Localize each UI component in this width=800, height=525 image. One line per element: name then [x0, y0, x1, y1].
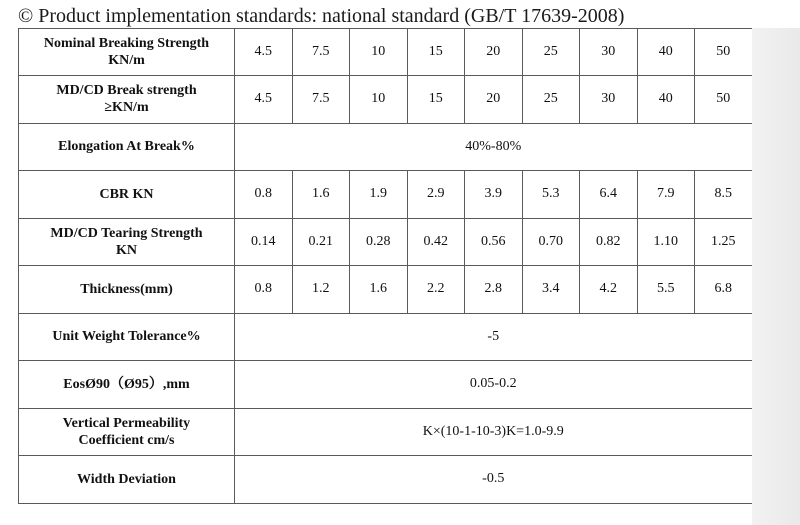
- row-label-line: CBR KN: [99, 186, 154, 202]
- table-row: [19, 361, 753, 409]
- value-cell: 0.42: [407, 218, 465, 266]
- value-cell: 3.4: [522, 266, 580, 314]
- row-label-line: Width Deviation: [77, 471, 176, 487]
- table-row: [19, 29, 753, 76]
- merged-value-cell: 0.05-0.2: [235, 361, 753, 409]
- row-label-line: Vertical Permeability: [62, 415, 191, 431]
- value-cell: 7.5: [292, 29, 350, 76]
- value-cell: 30: [580, 29, 638, 76]
- row-label-cell: [19, 456, 235, 504]
- value-cell: 2.8: [465, 266, 523, 314]
- value-cell: 20: [465, 76, 523, 124]
- value-cell: 40: [637, 76, 695, 124]
- value-cell: 10: [350, 29, 408, 76]
- value-cell: 0.14: [235, 218, 293, 266]
- row-label-line: Elongation At Break%: [58, 139, 195, 155]
- value-cell: 1.6: [292, 171, 350, 219]
- page-edge-shadow: [752, 28, 800, 525]
- value-cell: 7.9: [637, 171, 695, 219]
- row-label-line: Unit Weight Tolerance%: [52, 329, 201, 345]
- value-cell: 50: [695, 29, 753, 76]
- value-cell: 20: [465, 29, 523, 76]
- merged-value-cell: K×(10-1-10-3)K=1.0-9.9: [235, 408, 753, 456]
- value-cell: 4.5: [235, 29, 293, 76]
- value-cell: 0.21: [292, 218, 350, 266]
- row-label-line: KN: [116, 242, 137, 258]
- table-row: [19, 171, 753, 219]
- merged-value-cell: 40%-80%: [235, 123, 753, 171]
- value-cell: 2.2: [407, 266, 465, 314]
- row-label-line: MD/CD Tearing Strength: [50, 225, 203, 241]
- row-label-cell: [19, 361, 235, 409]
- value-cell: 0.70: [522, 218, 580, 266]
- row-label-line: Coefficient cm/s: [78, 432, 175, 448]
- value-cell: 8.5: [695, 171, 753, 219]
- value-cell: 0.8: [235, 171, 293, 219]
- value-cell: 6.8: [695, 266, 753, 314]
- value-cell: 6.4: [580, 171, 638, 219]
- table-row: [19, 408, 753, 456]
- value-cell: 1.9: [350, 171, 408, 219]
- value-cell: 0.8: [235, 266, 293, 314]
- value-cell: 4.2: [580, 266, 638, 314]
- row-label-line: Thickness(mm): [80, 281, 173, 297]
- table-body: [19, 29, 753, 504]
- value-cell: 4.5: [235, 76, 293, 124]
- merged-value-cell: -5: [235, 313, 753, 361]
- value-cell: 1.2: [292, 266, 350, 314]
- value-cell: 3.9: [465, 171, 523, 219]
- value-cell: 15: [407, 29, 465, 76]
- row-label-cell: [19, 408, 235, 456]
- row-label-line: ≥KN/m: [104, 100, 149, 116]
- value-cell: 0.82: [580, 218, 638, 266]
- row-label-cell: [19, 218, 235, 266]
- row-label-line: Nominal Breaking Strength: [43, 36, 210, 51]
- value-cell: 7.5: [292, 76, 350, 124]
- value-cell: 1.25: [695, 218, 753, 266]
- standards-table-container: [18, 28, 753, 504]
- table-row: [19, 123, 753, 171]
- row-label-cell: [19, 266, 235, 314]
- table-row: [19, 218, 753, 266]
- row-label-cell: [19, 171, 235, 219]
- table-row: [19, 76, 753, 124]
- row-label-line: MD/CD Break strength: [56, 83, 197, 99]
- row-label-cell: [19, 313, 235, 361]
- merged-value-cell: -0.5: [235, 456, 753, 504]
- table-row: [19, 266, 753, 314]
- value-cell: 15: [407, 76, 465, 124]
- row-label-cell: [19, 76, 235, 124]
- value-cell: 5.5: [637, 266, 695, 314]
- value-cell: 30: [580, 76, 638, 124]
- standards-table: [18, 28, 753, 504]
- table-row: [19, 456, 753, 504]
- value-cell: 1.10: [637, 218, 695, 266]
- value-cell: 25: [522, 76, 580, 124]
- table-row: [19, 313, 753, 361]
- value-cell: 5.3: [522, 171, 580, 219]
- value-cell: 50: [695, 76, 753, 124]
- row-label-cell: [19, 123, 235, 171]
- row-label-line: EosØ90（Ø95）,mm: [63, 376, 190, 392]
- value-cell: 2.9: [407, 171, 465, 219]
- row-label-cell: [19, 29, 235, 76]
- value-cell: 25: [522, 29, 580, 76]
- value-cell: 1.6: [350, 266, 408, 314]
- value-cell: 0.56: [465, 218, 523, 266]
- value-cell: 10: [350, 76, 408, 124]
- row-label-line: KN/m: [108, 53, 145, 68]
- page-title: © Product implementation standards: national standard (GB/T 17639-2008): [18, 5, 625, 27]
- value-cell: 40: [637, 29, 695, 76]
- value-cell: 0.28: [350, 218, 408, 266]
